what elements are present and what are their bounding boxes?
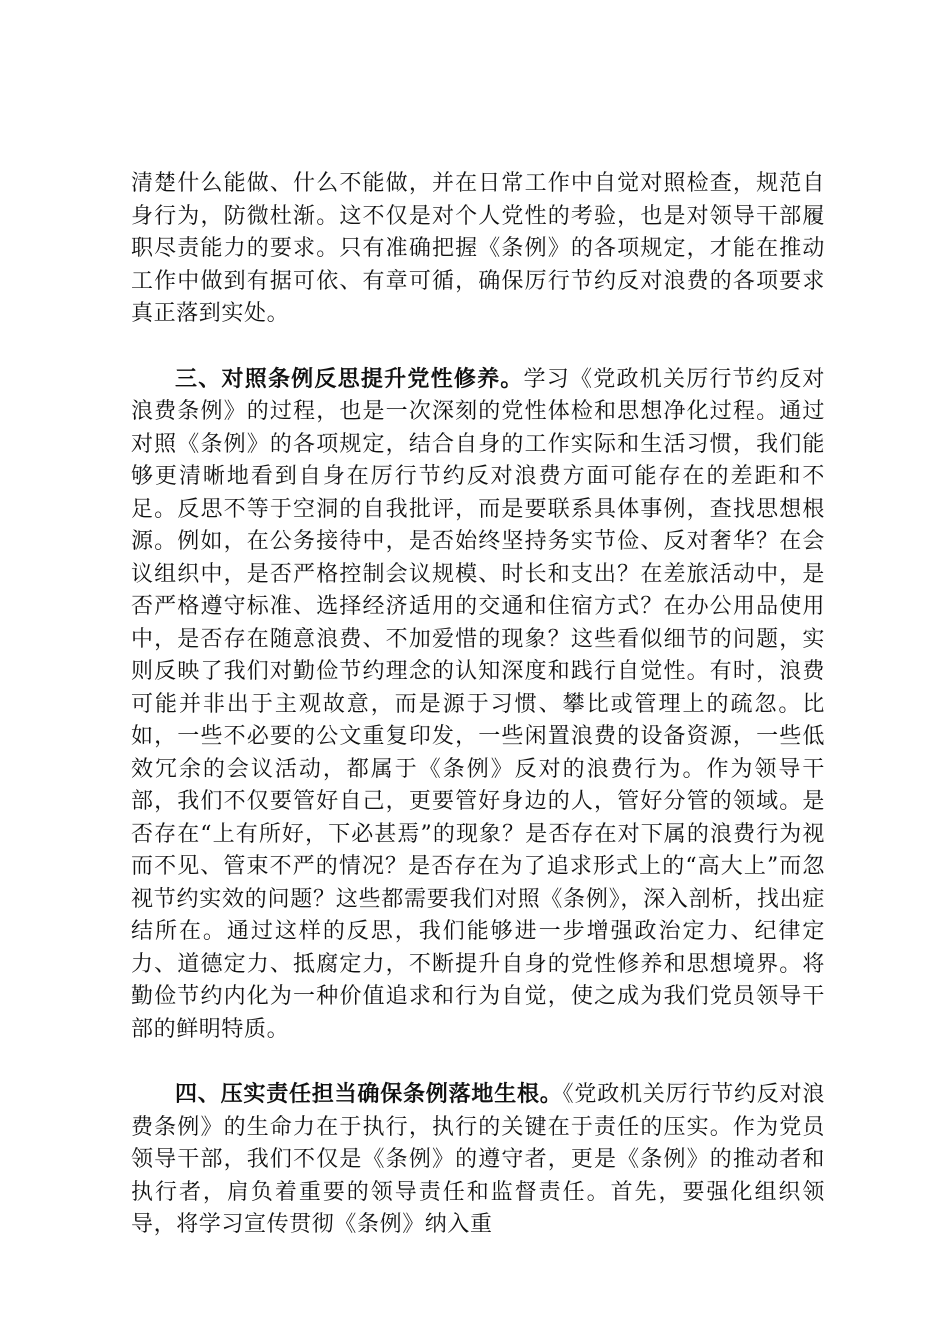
- paragraph-section-three: [131, 363, 825, 1047]
- document-body: [131, 168, 825, 1242]
- paragraph-text: 学习《党政机关厉行节约反对浪费条例》的过程，也是一次深刻的党性体检和思想净化过程。通过对照《条例》的各项规定，结合自身的工作实际和生活习惯，我们能够更清晰地看到自身在厉行节约反对浪费方面可能存在的差距和不足。反思不等于空洞的自我批评，而是要联系具体事例，查找思想根源。例如，在公务接待中，是否始终坚持务实节俭、反对奢华？在会议组织中，是否严格控制会议规模、时长和支出？在差旅活动中，是否严格遵守标准、选择经济适用的交通和住宿方式？在办公用品使用中，是否存在随意浪费、不加爱惜的现象？这些看似细节的问题，实则反映了我们对勤俭节约理念的认知深度和践行自觉性。有时，浪费可能并非出于主观故意，而是源于习惯、攀比或管理上的疏忽。比如，一些不必要的公文重复印发，一些闲置浪费的设备资源，一些低效冗余的会议活动，都属于《条例》反对的浪费行为。作为领导干部，我们不仅要管好自己，更要管好身边的人，管好分管的领域。是否存在“上有所好，下必甚焉”的现象？是否存在对下属的浪费行为视而不见、管束不严的情况？是否存在为了追求形式上的“高大上”而忽视节约实效的问题？这些都需要我们对照《条例》，深入剖析，找出症结所在。通过这样的反思，我们能够进一步增强政治定力、纪律定力、道德定力、抵腐定力，不断提升自身的党性修养和思想境界。将勤俭节约内化为一种价值追求和行为自觉，使之成为我们党员领导干部的鲜明特质。: [131, 366, 825, 1042]
- paragraph-spacer: [131, 1046, 825, 1078]
- paragraph-text: 清楚什么能做、什么不能做，并在日常工作中自觉对照检查，规范自身行为，防微杜渐。这不仅是对个人党性的考验，也是对领导干部履职尽责能力的要求。只有准确把握《条例》的各项规定，才能在推动工作中做到有据可依、有章可循，确保厉行节约反对浪费的各项要求真正落到实处。: [131, 171, 825, 326]
- section-heading: 四、压实责任担当确保条例落地生根。: [175, 1081, 563, 1107]
- paragraph-section-four: [131, 1078, 825, 1242]
- paragraph-spacer: [131, 331, 825, 363]
- paragraph-continuation: [131, 168, 825, 331]
- paragraph-text: 《党政机关厉行节约反对浪费条例》的生命力在于执行，执行的关键在于责任的压实。作为党员领导干部，我们不仅是《条例》的遵守者，更是《条例》的推动者和执行者，肩负着重要的领导责任和监督责任。首先，要强化组织领导，将学习宣传贯彻《条例》纳入重: [131, 1082, 826, 1237]
- section-heading: 三、对照条例反思提升党性修养。: [175, 365, 524, 392]
